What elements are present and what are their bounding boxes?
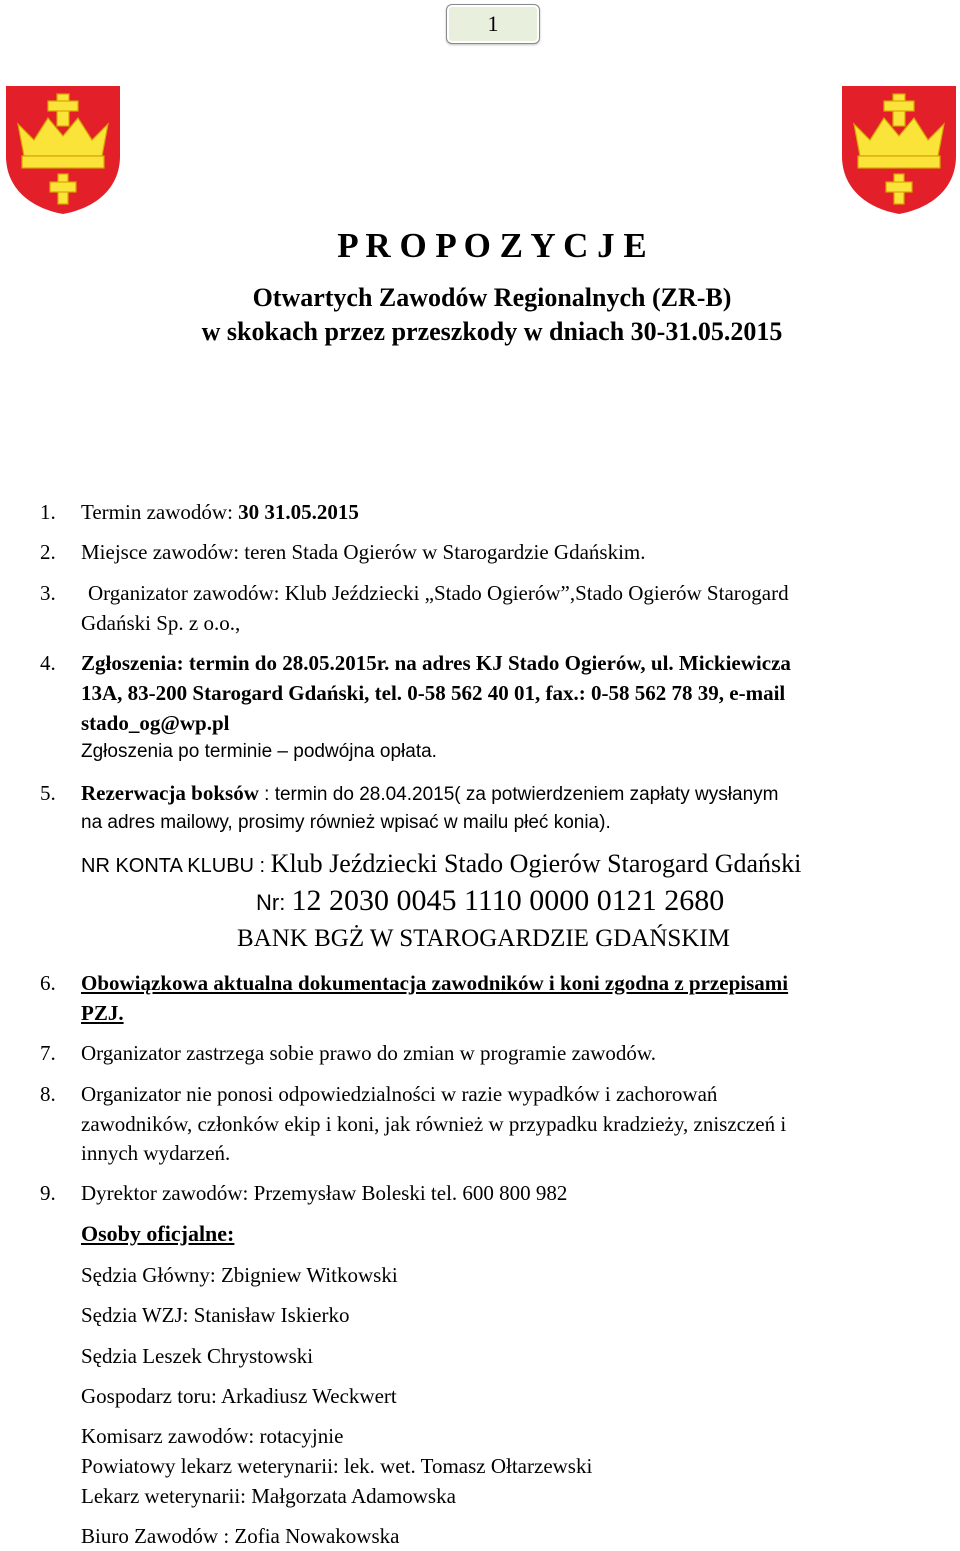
item-4-line1: Zgłoszenia: termin do 28.05.2015r. na adres KJ Stado Ogierów, ul. Mickiewicza — [81, 651, 791, 675]
item-4-late-fee-note: Zgłoszenia po terminie – podwójna opłata. — [81, 741, 437, 762]
item-3-line2: Gdański Sp. z o.o., — [81, 611, 241, 635]
official-entry: Komisarz zawodów: rotacyjnie — [81, 1424, 344, 1448]
account-number-line: Nr: 12 2030 0045 1110 0000 0121 2680 — [256, 884, 725, 917]
item-8-number: 8. — [40, 1082, 56, 1106]
item-6-number: 6. — [40, 971, 56, 995]
item-3-number: 3. — [40, 581, 56, 605]
item-5-line2: na adres mailowy, prosimy również wpisać w mailu płeć konia). — [81, 812, 611, 833]
item-8-line1: Organizator nie ponosi odpowiedzialności w razie wypadków i zachorowań — [81, 1082, 718, 1106]
coat-of-arms-right-icon — [840, 84, 958, 216]
official-entry: Sędzia Główny: Zbigniew Witkowski — [81, 1263, 398, 1287]
officials-heading: Osoby oficjalne: — [81, 1221, 235, 1246]
page-number-box — [446, 4, 540, 44]
official-entry: Sędzia WZJ: Stanisław Iskierko — [81, 1303, 350, 1327]
account-club-line: NR KONTA KLUBU : Klub Jeździecki Stado Ogierów Starogard Gdański — [81, 849, 802, 878]
official-entry: Biuro Zawodów : Zofia Nowakowska — [81, 1524, 400, 1548]
item-8-line3: innych wydarzeń. — [81, 1141, 231, 1165]
item-7-number: 7. — [40, 1041, 56, 1065]
official-entry: Sędzia Leszek Chrystowski — [81, 1344, 314, 1368]
item-4-line2: 13A, 83-200 Starogard Gdański, tel. 0-58 562 40 01, fax.: 0-58 562 78 39, e-mail — [81, 681, 786, 705]
item-3-line1: Organizator zawodów: Klub Jeździecki „Stado Ogierów”,Stado Ogierów Starogard — [88, 581, 789, 605]
document-title: P R O P O Z Y C J E — [337, 226, 647, 265]
item-2-number: 2. — [40, 540, 56, 564]
subtitle-line2: w skokach przez przeszkody w dniach 30-31.05.2015 — [201, 317, 783, 346]
item-5-number: 5. — [40, 781, 56, 805]
item-4-number: 4. — [40, 651, 56, 675]
item-9-text: Dyrektor zawodów: Przemysław Boleski tel. 600 800 982 — [81, 1181, 568, 1205]
item-1-text: Termin zawodów: 30 31.05.2015 — [81, 500, 359, 524]
item-8-line2: zawodników, członków ekip i koni, jak również w przypadku kradzieży, zniszczeń i — [81, 1112, 787, 1136]
page-number: 1 — [487, 11, 499, 36]
official-entry: Powiatowy lekarz weterynarii: lek. wet. Tomasz Ołtarzewski — [81, 1454, 593, 1478]
item-1-number: 1. — [40, 500, 56, 524]
account-bank-line: BANK BGŻ W STAROGARDZIE GDAŃSKIM — [237, 925, 730, 952]
official-entry: Gospodarz toru: Arkadiusz Weckwert — [81, 1384, 397, 1408]
item-9-number: 9. — [40, 1181, 56, 1205]
coat-of-arms-left-icon — [4, 84, 122, 216]
item-4-email: stado_og@wp.pl — [81, 711, 230, 735]
item-6-line2: PZJ. — [81, 1001, 124, 1025]
subtitle-line1: Otwartych Zawodów Regionalnych (ZR-B) — [252, 283, 732, 312]
item-7-text: Organizator zastrzega sobie prawo do zmian w programie zawodów. — [81, 1041, 656, 1065]
item-2-text: Miejsce zawodów: teren Stada Ogierów w Starogardzie Gdańskim. — [81, 540, 646, 564]
official-entry: Lekarz weterynarii: Małgorzata Adamowska — [81, 1484, 456, 1508]
item-5-line1: Rezerwacja boksów : termin do 28.04.2015( za potwierdzeniem zapłaty wysłanym — [81, 781, 779, 805]
item-6-line1: Obowiązkowa aktualna dokumentacja zawodników i koni zgodna z przepisami — [81, 971, 789, 995]
